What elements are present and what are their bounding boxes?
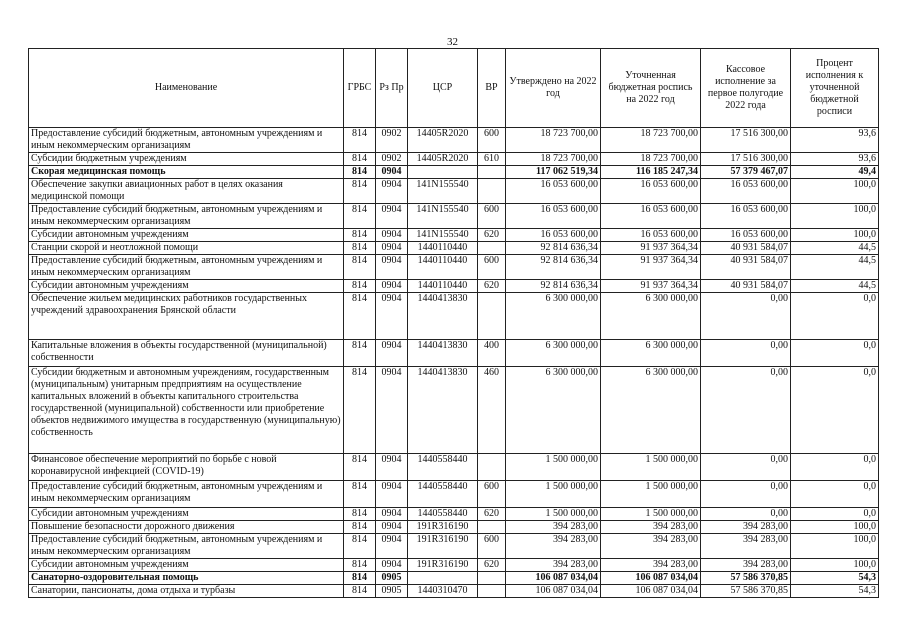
header-vr: ВР <box>478 49 506 128</box>
cell-name: Повышение безопасности дорожного движения <box>29 521 344 534</box>
cell-cash: 17 516 300,00 <box>701 128 791 153</box>
cell-grbs: 814 <box>344 166 376 179</box>
cell-name: Скорая медицинская помощь <box>29 166 344 179</box>
cell-grbs: 814 <box>344 280 376 293</box>
cell-vr <box>478 242 506 255</box>
cell-csr: 1440110440 <box>408 280 478 293</box>
cell-percent: 0,0 <box>791 454 879 481</box>
cell-grbs: 814 <box>344 572 376 585</box>
cell-csr: 141N155540 <box>408 204 478 229</box>
cell-csr: 191R316190 <box>408 521 478 534</box>
cell-percent: 100,0 <box>791 559 879 572</box>
header-rzpr: Рз Пр <box>376 49 408 128</box>
cell-cash: 0,00 <box>701 293 791 340</box>
cell-cash: 57 379 467,07 <box>701 166 791 179</box>
cell-refined: 91 937 364,34 <box>601 255 701 280</box>
cell-rzpr: 0905 <box>376 585 408 598</box>
cell-csr: 191R316190 <box>408 534 478 559</box>
cell-approved: 92 814 636,34 <box>506 255 601 280</box>
table-header-row <box>29 49 879 128</box>
cell-approved: 394 283,00 <box>506 559 601 572</box>
table-row <box>29 572 879 585</box>
cell-grbs: 814 <box>344 179 376 204</box>
cell-grbs: 814 <box>344 128 376 153</box>
cell-grbs: 814 <box>344 508 376 521</box>
cell-csr <box>408 166 478 179</box>
table-row <box>29 255 879 280</box>
header-grbs: ГРБС <box>344 49 376 128</box>
cell-name: Обеспечение закупки авиационных работ в целях оказания медицинской помощи <box>29 179 344 204</box>
budget-table <box>28 48 879 598</box>
header-refined: Уточненная бюджетная роспись на 2022 год <box>601 49 701 128</box>
cell-name: Санаторно-оздоровительная помощь <box>29 572 344 585</box>
cell-rzpr: 0904 <box>376 454 408 481</box>
cell-refined: 1 500 000,00 <box>601 481 701 508</box>
cell-percent: 0,0 <box>791 508 879 521</box>
cell-cash: 394 283,00 <box>701 521 791 534</box>
cell-approved: 1 500 000,00 <box>506 454 601 481</box>
table-row <box>29 280 879 293</box>
cell-rzpr: 0904 <box>376 534 408 559</box>
cell-rzpr: 0904 <box>376 242 408 255</box>
cell-percent: 44,5 <box>791 280 879 293</box>
cell-cash: 40 931 584,07 <box>701 242 791 255</box>
cell-grbs: 814 <box>344 481 376 508</box>
table-row <box>29 559 879 572</box>
table-row <box>29 481 879 508</box>
cell-approved: 106 087 034,04 <box>506 572 601 585</box>
cell-vr: 400 <box>478 340 506 367</box>
cell-grbs: 814 <box>344 454 376 481</box>
cell-approved: 1 500 000,00 <box>506 481 601 508</box>
cell-name: Станции скорой и неотложной помощи <box>29 242 344 255</box>
table-body <box>29 128 879 598</box>
cell-rzpr: 0902 <box>376 128 408 153</box>
cell-csr: 141N155540 <box>408 229 478 242</box>
cell-rzpr: 0904 <box>376 340 408 367</box>
cell-approved: 16 053 600,00 <box>506 204 601 229</box>
cell-vr: 600 <box>478 255 506 280</box>
cell-cash: 0,00 <box>701 340 791 367</box>
cell-percent: 0,0 <box>791 367 879 454</box>
table-row <box>29 454 879 481</box>
cell-cash: 57 586 370,85 <box>701 585 791 598</box>
cell-approved: 117 062 519,34 <box>506 166 601 179</box>
cell-rzpr: 0904 <box>376 293 408 340</box>
cell-csr: 14405R2020 <box>408 128 478 153</box>
cell-refined: 6 300 000,00 <box>601 293 701 340</box>
cell-refined: 18 723 700,00 <box>601 153 701 166</box>
cell-approved: 6 300 000,00 <box>506 340 601 367</box>
cell-percent: 100,0 <box>791 534 879 559</box>
cell-cash: 40 931 584,07 <box>701 280 791 293</box>
cell-name: Субсидии автономным учреждениям <box>29 280 344 293</box>
cell-refined: 106 087 034,04 <box>601 572 701 585</box>
cell-vr <box>478 521 506 534</box>
cell-approved: 16 053 600,00 <box>506 229 601 242</box>
cell-rzpr: 0905 <box>376 572 408 585</box>
cell-percent: 54,3 <box>791 572 879 585</box>
table-row <box>29 585 879 598</box>
cell-percent: 100,0 <box>791 179 879 204</box>
cell-rzpr: 0904 <box>376 204 408 229</box>
cell-percent: 44,5 <box>791 242 879 255</box>
cell-refined: 116 185 247,34 <box>601 166 701 179</box>
cell-csr: 1440413830 <box>408 293 478 340</box>
cell-name: Субсидии автономным учреждениям <box>29 559 344 572</box>
cell-rzpr: 0902 <box>376 153 408 166</box>
cell-refined: 16 053 600,00 <box>601 204 701 229</box>
cell-approved: 18 723 700,00 <box>506 128 601 153</box>
table-row <box>29 508 879 521</box>
cell-approved: 18 723 700,00 <box>506 153 601 166</box>
cell-approved: 106 087 034,04 <box>506 585 601 598</box>
cell-rzpr: 0904 <box>376 179 408 204</box>
cell-grbs: 814 <box>344 559 376 572</box>
cell-grbs: 814 <box>344 367 376 454</box>
cell-name: Субсидии автономным учреждениям <box>29 508 344 521</box>
cell-approved: 394 283,00 <box>506 521 601 534</box>
cell-refined: 394 283,00 <box>601 559 701 572</box>
cell-approved: 394 283,00 <box>506 534 601 559</box>
table-row <box>29 521 879 534</box>
cell-approved: 1 500 000,00 <box>506 508 601 521</box>
cell-rzpr: 0904 <box>376 481 408 508</box>
cell-percent: 54,3 <box>791 585 879 598</box>
cell-grbs: 814 <box>344 585 376 598</box>
cell-name: Санатории, пансионаты, дома отдыха и турбазы <box>29 585 344 598</box>
cell-cash: 16 053 600,00 <box>701 229 791 242</box>
cell-cash: 0,00 <box>701 367 791 454</box>
table-row <box>29 340 879 367</box>
cell-name: Субсидии автономным учреждениям <box>29 229 344 242</box>
header-csr: ЦСР <box>408 49 478 128</box>
cell-name: Финансовое обеспечение мероприятий по борьбе с новой коронавирусной инфекцией (COVID-19) <box>29 454 344 481</box>
cell-cash: 0,00 <box>701 481 791 508</box>
cell-csr: 14405R2020 <box>408 153 478 166</box>
cell-name: Предоставление субсидий бюджетным, автономным учреждениям и иным некоммерческим организациям <box>29 204 344 229</box>
cell-csr: 141N155540 <box>408 179 478 204</box>
cell-csr: 1440310470 <box>408 585 478 598</box>
cell-vr: 620 <box>478 229 506 242</box>
cell-csr: 1440413830 <box>408 367 478 454</box>
cell-vr <box>478 179 506 204</box>
cell-vr <box>478 293 506 340</box>
cell-vr: 620 <box>478 280 506 293</box>
cell-grbs: 814 <box>344 153 376 166</box>
cell-vr: 600 <box>478 534 506 559</box>
cell-name: Субсидии бюджетным учреждениям <box>29 153 344 166</box>
table-row <box>29 242 879 255</box>
cell-percent: 49,4 <box>791 166 879 179</box>
table-row <box>29 179 879 204</box>
cell-name: Субсидии бюджетным и автономным учреждениям, государственным (муниципальным) унитарным предприятиям на осуществление капитальных вложений в объекты капитального строительства государственной (муниципальной) собственности или приобретение объектов недвижимого имущества в государственную (муниципальную) собственность <box>29 367 344 454</box>
table-row <box>29 166 879 179</box>
table-row <box>29 153 879 166</box>
cell-rzpr: 0904 <box>376 229 408 242</box>
cell-grbs: 814 <box>344 340 376 367</box>
cell-percent: 44,5 <box>791 255 879 280</box>
cell-grbs: 814 <box>344 534 376 559</box>
cell-vr <box>478 454 506 481</box>
table-row <box>29 128 879 153</box>
cell-cash: 0,00 <box>701 508 791 521</box>
cell-percent: 93,6 <box>791 128 879 153</box>
cell-percent: 0,0 <box>791 340 879 367</box>
table-row <box>29 293 879 340</box>
cell-refined: 394 283,00 <box>601 521 701 534</box>
cell-rzpr: 0904 <box>376 559 408 572</box>
cell-csr: 1440558440 <box>408 481 478 508</box>
cell-csr: 1440558440 <box>408 508 478 521</box>
table-row <box>29 534 879 559</box>
cell-refined: 106 087 034,04 <box>601 585 701 598</box>
cell-refined: 91 937 364,34 <box>601 242 701 255</box>
cell-name: Обеспечение жильем медицинских работников государственных учреждений здравоохранения Брянской области <box>29 293 344 340</box>
cell-approved: 6 300 000,00 <box>506 293 601 340</box>
cell-rzpr: 0904 <box>376 508 408 521</box>
page-number: 32 <box>447 36 458 48</box>
cell-csr: 1440413830 <box>408 340 478 367</box>
cell-rzpr: 0904 <box>376 280 408 293</box>
cell-grbs: 814 <box>344 521 376 534</box>
cell-refined: 16 053 600,00 <box>601 179 701 204</box>
cell-csr: 191R316190 <box>408 559 478 572</box>
cell-percent: 100,0 <box>791 229 879 242</box>
table-row <box>29 229 879 242</box>
cell-vr: 460 <box>478 367 506 454</box>
cell-percent: 93,6 <box>791 153 879 166</box>
cell-rzpr: 0904 <box>376 255 408 280</box>
cell-approved: 92 814 636,34 <box>506 242 601 255</box>
cell-refined: 6 300 000,00 <box>601 340 701 367</box>
cell-rzpr: 0904 <box>376 367 408 454</box>
cell-csr: 1440110440 <box>408 242 478 255</box>
cell-cash: 394 283,00 <box>701 559 791 572</box>
cell-refined: 18 723 700,00 <box>601 128 701 153</box>
cell-csr: 1440558440 <box>408 454 478 481</box>
cell-name: Капитальные вложения в объекты государственной (муниципальной) собственности <box>29 340 344 367</box>
cell-vr: 600 <box>478 481 506 508</box>
cell-refined: 394 283,00 <box>601 534 701 559</box>
table-row <box>29 367 879 454</box>
cell-name: Предоставление субсидий бюджетным, автономным учреждениям и иным некоммерческим организациям <box>29 255 344 280</box>
header-percent: Процент исполнения к уточненной бюджетной росписи <box>791 49 879 128</box>
cell-refined: 91 937 364,34 <box>601 280 701 293</box>
cell-percent: 0,0 <box>791 481 879 508</box>
cell-cash: 394 283,00 <box>701 534 791 559</box>
table-row <box>29 204 879 229</box>
cell-approved: 92 814 636,34 <box>506 280 601 293</box>
cell-grbs: 814 <box>344 293 376 340</box>
cell-cash: 16 053 600,00 <box>701 204 791 229</box>
cell-vr <box>478 166 506 179</box>
header-approved: Утверждено на 2022 год <box>506 49 601 128</box>
cell-grbs: 814 <box>344 242 376 255</box>
cell-refined: 6 300 000,00 <box>601 367 701 454</box>
cell-refined: 1 500 000,00 <box>601 508 701 521</box>
cell-vr <box>478 572 506 585</box>
cell-refined: 16 053 600,00 <box>601 229 701 242</box>
cell-percent: 100,0 <box>791 521 879 534</box>
cell-vr: 600 <box>478 128 506 153</box>
cell-grbs: 814 <box>344 204 376 229</box>
cell-grbs: 814 <box>344 255 376 280</box>
cell-rzpr: 0904 <box>376 166 408 179</box>
cell-approved: 16 053 600,00 <box>506 179 601 204</box>
cell-refined: 1 500 000,00 <box>601 454 701 481</box>
cell-vr: 600 <box>478 204 506 229</box>
cell-cash: 17 516 300,00 <box>701 153 791 166</box>
cell-vr: 620 <box>478 559 506 572</box>
cell-percent: 0,0 <box>791 293 879 340</box>
cell-cash: 40 931 584,07 <box>701 255 791 280</box>
cell-grbs: 814 <box>344 229 376 242</box>
cell-rzpr: 0904 <box>376 521 408 534</box>
header-name: Наименование <box>29 49 344 128</box>
cell-vr: 610 <box>478 153 506 166</box>
cell-cash: 16 053 600,00 <box>701 179 791 204</box>
cell-csr <box>408 572 478 585</box>
cell-csr: 1440110440 <box>408 255 478 280</box>
cell-vr <box>478 585 506 598</box>
cell-percent: 100,0 <box>791 204 879 229</box>
cell-name: Предоставление субсидий бюджетным, автономным учреждениям и иным некоммерческим организациям <box>29 128 344 153</box>
cell-approved: 6 300 000,00 <box>506 367 601 454</box>
cell-cash: 57 586 370,85 <box>701 572 791 585</box>
cell-cash: 0,00 <box>701 454 791 481</box>
header-cash: Кассовое исполнение за первое полугодие 2022 года <box>701 49 791 128</box>
cell-vr: 620 <box>478 508 506 521</box>
cell-name: Предоставление субсидий бюджетным, автономным учреждениям и иным некоммерческим организациям <box>29 481 344 508</box>
cell-name: Предоставление субсидий бюджетным, автономным учреждениям и иным некоммерческим организациям <box>29 534 344 559</box>
